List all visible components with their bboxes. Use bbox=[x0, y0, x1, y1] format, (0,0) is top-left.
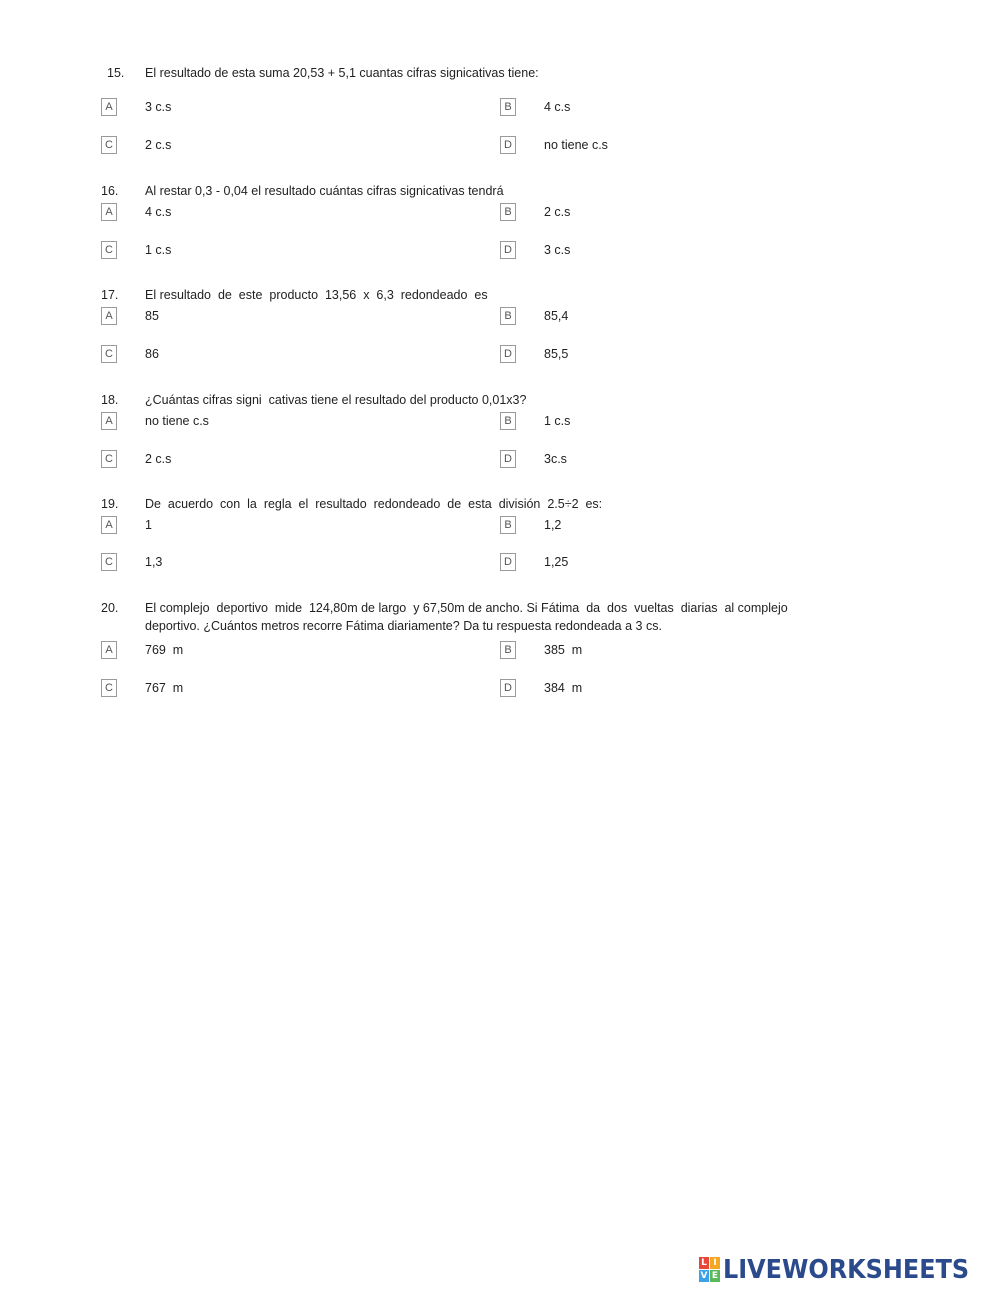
option-text: 767 m bbox=[145, 681, 184, 695]
option-text: 2 c.s bbox=[544, 205, 571, 219]
option-letter-box[interactable]: D bbox=[500, 241, 516, 259]
option-text: no tiene c.s bbox=[145, 414, 209, 428]
option-letter-box[interactable]: B bbox=[500, 98, 516, 116]
logo-tile: E bbox=[711, 1271, 719, 1281]
option-letter-box[interactable]: D bbox=[500, 679, 516, 697]
option-text: 384 m bbox=[544, 681, 583, 695]
question-text: El complejo deportivo mide 124,80m de largo y 67,50m de ancho. Si Fátima da dos vueltas diarias al complejo deportivo. ¿Cuántos metros recorre Fátima diariamente? Da tu respuesta redondeada a 3 cs. bbox=[145, 601, 792, 633]
question-19 bbox=[0, 495, 1000, 513]
option-text: 85,4 bbox=[544, 309, 569, 323]
option-text: 1 c.s bbox=[544, 414, 571, 428]
option-letter-box[interactable]: D bbox=[500, 553, 516, 571]
question-16 bbox=[0, 182, 1000, 200]
option-text: 1 bbox=[145, 518, 152, 532]
question-number: 20. bbox=[101, 601, 119, 615]
option-letter-box[interactable]: C bbox=[101, 679, 117, 697]
option-text: 769 m bbox=[145, 643, 184, 657]
question-20 bbox=[0, 599, 1000, 635]
option-text: 4 c.s bbox=[544, 100, 571, 114]
option-text: 2 c.s bbox=[145, 138, 172, 152]
option-letter-box[interactable]: B bbox=[500, 307, 516, 325]
option-text: 385 m bbox=[544, 643, 583, 657]
logo-tile: I bbox=[710, 1257, 720, 1269]
option-letter-box[interactable]: D bbox=[500, 345, 516, 363]
logo-text: LIVEWORKSHEETS bbox=[723, 1255, 970, 1285]
option-letter-box[interactable]: D bbox=[500, 136, 516, 154]
option-text: 3c.s bbox=[544, 452, 567, 466]
option-letter-box[interactable]: C bbox=[101, 345, 117, 363]
option-letter-box[interactable]: C bbox=[101, 241, 117, 259]
option-text: 85,5 bbox=[544, 347, 569, 361]
option-letter-box[interactable]: B bbox=[500, 412, 516, 430]
option-text: no tiene c.s bbox=[544, 138, 608, 152]
option-text: 3 c.s bbox=[544, 243, 571, 257]
option-letter-box[interactable]: C bbox=[101, 136, 117, 154]
question-text: Al restar 0,3 - 0,04 el resultado cuántas cifras signicativas tendrá bbox=[145, 184, 504, 198]
question-number: 17. bbox=[101, 288, 119, 302]
logo-tile: L bbox=[699, 1257, 709, 1269]
option-text: 1,3 bbox=[145, 555, 163, 569]
question-15 bbox=[0, 64, 1000, 82]
option-letter-box[interactable]: B bbox=[500, 641, 516, 659]
option-letter-box[interactable]: A bbox=[101, 98, 117, 116]
option-letter-box[interactable]: A bbox=[101, 203, 117, 221]
question-text: De acuerdo con la regla el resultado redondeado de esta división 2.5÷2 es: bbox=[145, 497, 603, 511]
option-letter-box[interactable]: B bbox=[500, 516, 516, 534]
question-18 bbox=[0, 391, 1000, 409]
logo-tiles bbox=[699, 1257, 721, 1283]
option-letter-box[interactable]: C bbox=[101, 450, 117, 468]
option-text: 3 c.s bbox=[145, 100, 172, 114]
option-letter-box[interactable]: A bbox=[101, 516, 117, 534]
option-text: 86 bbox=[145, 347, 159, 361]
option-text: 2 c.s bbox=[145, 452, 172, 466]
option-text: 1 c.s bbox=[145, 243, 172, 257]
option-text: 4 c.s bbox=[145, 205, 172, 219]
question-number: 19. bbox=[101, 497, 119, 511]
option-letter-box[interactable]: C bbox=[101, 553, 117, 571]
question-number: 16. bbox=[101, 184, 119, 198]
question-number: 15. bbox=[107, 66, 125, 80]
option-text: 85 bbox=[145, 309, 159, 323]
question-number: 18. bbox=[101, 393, 119, 407]
option-text: 1,25 bbox=[544, 555, 569, 569]
liveworksheets-logo bbox=[699, 1257, 999, 1285]
option-letter-box[interactable]: A bbox=[101, 307, 117, 325]
question-text: El resultado de esta suma 20,53 + 5,1 cuantas cifras signicativas tiene: bbox=[145, 66, 539, 80]
question-17 bbox=[0, 286, 1000, 304]
logo-tile: V bbox=[700, 1271, 708, 1281]
option-letter-box[interactable]: A bbox=[101, 641, 117, 659]
option-letter-box[interactable]: B bbox=[500, 203, 516, 221]
option-letter-box[interactable]: D bbox=[500, 450, 516, 468]
option-letter-box[interactable]: A bbox=[101, 412, 117, 430]
question-text: El resultado de este producto 13,56 x 6,3 redondeado es bbox=[145, 288, 488, 302]
question-text: ¿Cuántas cifras signi cativas tiene el resultado del producto 0,01x3? bbox=[145, 393, 527, 407]
option-text: 1,2 bbox=[544, 518, 562, 532]
